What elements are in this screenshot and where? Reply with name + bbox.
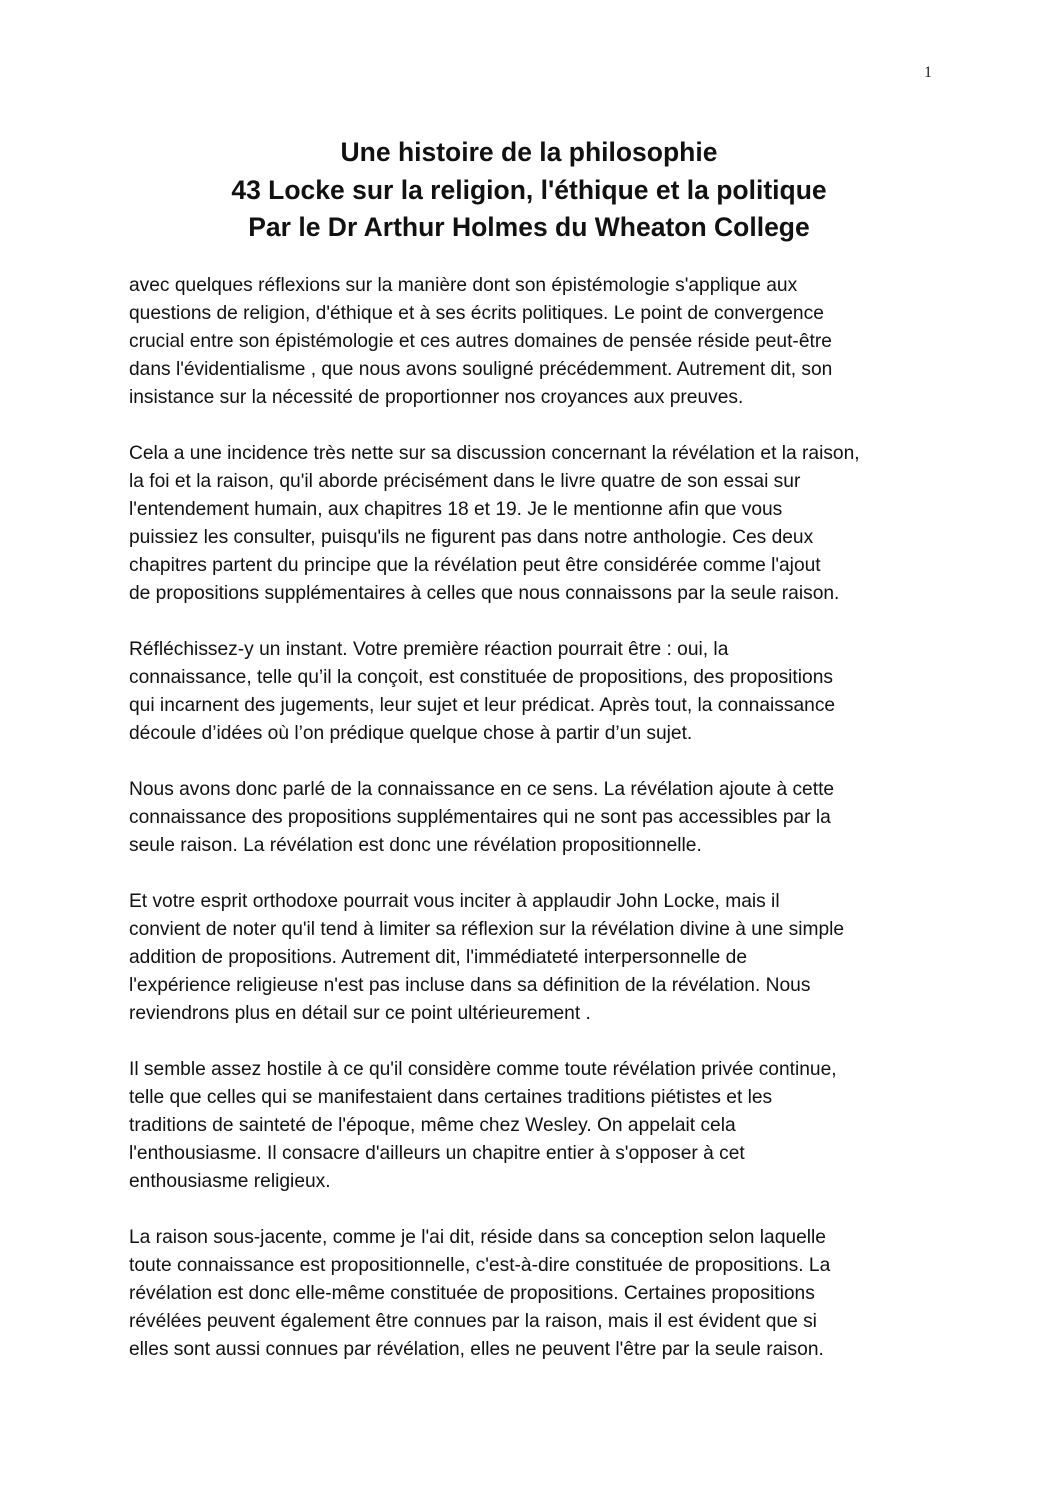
text-line: révélées peuvent également être connues par la raison, mais il est évident que si bbox=[129, 1311, 817, 1332]
paragraph-6 bbox=[129, 1056, 934, 1196]
text-line: l'expérience religieuse n'est pas incluse dans sa définition de la révélation. Nous bbox=[129, 975, 811, 996]
text-line: avec quelques réflexions sur la manière dont son épistémologie s'applique aux bbox=[129, 275, 798, 296]
page-number: 1 bbox=[924, 64, 932, 81]
text-line: insistance sur la nécessité de proportionner nos croyances aux preuves. bbox=[129, 387, 744, 408]
text-line: traditions de sainteté de l'époque, même chez Wesley. On appelait cela bbox=[129, 1115, 736, 1136]
text-line: toute connaissance est propositionnelle, c'est-à-dire constituée de propositions. La bbox=[129, 1255, 831, 1276]
text-line: reviendrons plus en détail sur ce point ultérieurement . bbox=[129, 1003, 591, 1024]
text-line: l'entendement humain, aux chapitres 18 et 19. Je le mentionne afin que vous bbox=[129, 499, 783, 520]
text-line: puissiez les consulter, puisqu'ils ne figurent pas dans notre anthologie. Ces deux bbox=[129, 527, 814, 548]
text-line: La raison sous-jacente, comme je l'ai dit, réside dans sa conception selon laquelle bbox=[129, 1227, 826, 1248]
text-line: connaissance, telle qu’il la conçoit, est constituée de propositions, des propositions bbox=[129, 667, 833, 688]
text-line: découle d’idées où l’on prédique quelque chose à partir d’un sujet. bbox=[129, 723, 693, 744]
title-line-lecture: 43 Locke sur la religion, l'éthique et la politique bbox=[231, 174, 827, 205]
text-line: dans l'évidentialisme , que nous avons souligné précédemment. Autrement dit, son bbox=[129, 359, 833, 380]
text-line: seule raison. La révélation est donc une révélation propositionnelle. bbox=[129, 835, 702, 856]
text-line: addition de propositions. Autrement dit, l'immédiateté interpersonnelle de bbox=[129, 947, 748, 968]
text-line: Et votre esprit orthodoxe pourrait vous inciter à applaudir John Locke, mais il bbox=[129, 891, 780, 912]
text-line: enthousiasme religieux. bbox=[129, 1171, 331, 1192]
document-body bbox=[129, 272, 934, 1392]
text-line: convient de noter qu'il tend à limiter sa réflexion sur la révélation divine à une simple bbox=[129, 919, 845, 940]
text-line: Réfléchissez-y un instant. Votre première réaction pourrait être : oui, la bbox=[129, 639, 729, 660]
title-line-series: Une histoire de la philosophie bbox=[340, 137, 718, 167]
text-line: de propositions supplémentaires à celles que nous connaissons par la seule raison. bbox=[129, 583, 840, 604]
document-title bbox=[0, 134, 1058, 247]
text-line: révélation est donc elle-même constituée de propositions. Certaines propositions bbox=[129, 1283, 815, 1304]
paragraph-7 bbox=[129, 1224, 934, 1364]
paragraph-3 bbox=[129, 636, 934, 748]
text-line: connaissance des propositions supplémentaires qui ne sont pas accessibles par la bbox=[129, 807, 831, 828]
text-line: l'enthousiasme. Il consacre d'ailleurs un chapitre entier à s'opposer à cet bbox=[129, 1143, 745, 1164]
paragraph-2 bbox=[129, 440, 934, 608]
paragraph-4 bbox=[129, 776, 934, 860]
text-line: Nous avons donc parlé de la connaissance en ce sens. La révélation ajoute à cette bbox=[129, 779, 835, 800]
title-line-author: Par le Dr Arthur Holmes du Wheaton College bbox=[248, 212, 810, 242]
text-line: crucial entre son épistémologie et ces autres domaines de pensée réside peut-être bbox=[129, 331, 832, 352]
text-line: questions de religion, d'éthique et à ses écrits politiques. Le point de convergence bbox=[129, 303, 824, 324]
text-line: Cela a une incidence très nette sur sa discussion concernant la révélation et la raison, bbox=[129, 443, 860, 464]
text-line: elles sont aussi connues par révélation, elles ne peuvent l'être par la seule raison. bbox=[129, 1339, 824, 1360]
paragraph-1 bbox=[129, 272, 934, 412]
text-line: qui incarnent des jugements, leur sujet et leur prédicat. Après tout, la connaissance bbox=[129, 695, 836, 716]
text-line: Il semble assez hostile à ce qu'il considère comme toute révélation privée continue, bbox=[129, 1059, 837, 1080]
text-line: chapitres partent du principe que la révélation peut être considérée comme l'ajout bbox=[129, 555, 821, 576]
paragraph-5 bbox=[129, 888, 934, 1028]
text-line: la foi et la raison, qu'il aborde précisément dans le livre quatre de son essai sur bbox=[129, 471, 801, 492]
text-line: telle que celles qui se manifestaient dans certaines traditions piétistes et les bbox=[129, 1087, 773, 1108]
